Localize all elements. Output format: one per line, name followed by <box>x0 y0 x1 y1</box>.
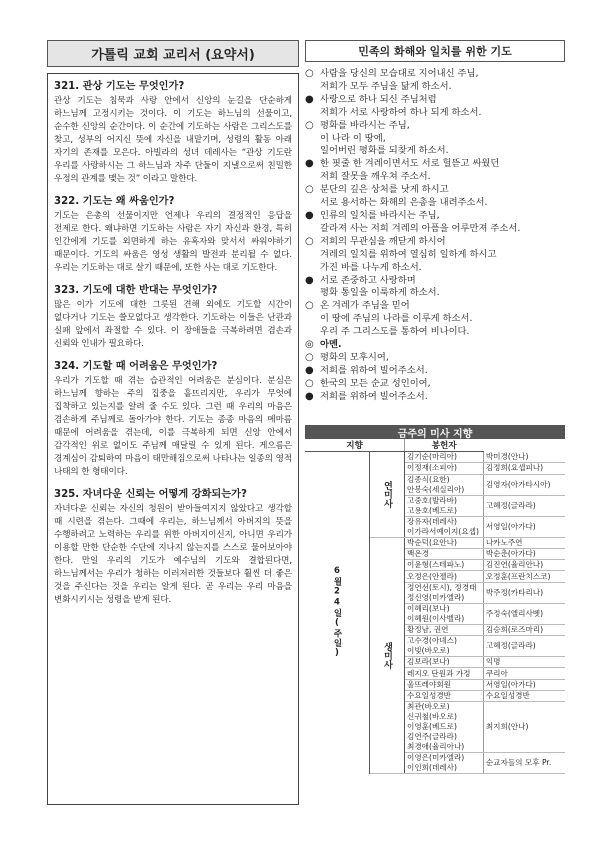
intention-cell: 김보라(보나) <box>405 657 484 668</box>
prayer-title: 민족의 화해와 일치를 위한 기도 <box>305 40 565 62</box>
mass-intentions-title: 금주의 미사 지향 <box>305 425 565 439</box>
prayer-line-text: 가진 바를 나누게 하소서. <box>320 261 422 273</box>
indent-spacer <box>305 249 320 262</box>
prayer-line <box>305 262 565 275</box>
offerer-cell: 쿠리아 <box>483 668 565 679</box>
prayer-line <box>305 326 565 339</box>
question-title: 323. 기도에 대한 반대는 무엇인가? <box>54 285 218 296</box>
catechism-section <box>54 488 292 607</box>
prayer-line <box>305 236 565 249</box>
prayer-line <box>305 107 565 120</box>
prayer-line <box>305 184 565 197</box>
offerer-cell: 서영일(아가다) <box>483 679 565 690</box>
open-circle-icon: ○ <box>305 68 314 79</box>
prayer-line <box>305 300 565 313</box>
offerer-cell: 순교자들의 모후 Pr. <box>483 753 565 774</box>
header-offerer: 봉헌자 <box>405 439 484 452</box>
mass-group-label: 생미사 <box>370 537 405 774</box>
prayer-line-text: 한국의 모든 순교 성인이여, <box>320 377 431 389</box>
prayer-line-text: 겨레의 일치를 위하여 열심히 일하게 하시고 <box>320 248 497 260</box>
catechism-section <box>54 284 292 351</box>
prayer-line-text: 사람을 당신의 모습대로 지어내신 주님, <box>320 68 479 79</box>
intention-cell: 김종식(요한) 안봉숙(세실리아) <box>405 474 484 495</box>
prayer-line-text: 한 핏줄 한 겨레이면서도 서로 헐뜯고 싸웠던 <box>320 158 500 170</box>
indent-spacer <box>305 313 320 326</box>
intention-cell: 황정남, 권연 <box>405 624 484 635</box>
prayer-line-text: 사랑으로 하나 되신 주님처럼 <box>320 93 437 105</box>
prayer-line <box>305 68 565 81</box>
intention-cell: 수요일성경반 <box>405 690 484 701</box>
offerer-cell: 익명 <box>483 657 565 668</box>
prayer-line-text: 평화를 바라시는 주님, <box>320 119 410 131</box>
header-intention: 지향 <box>305 439 405 452</box>
catechism-section <box>54 80 292 186</box>
indent-spacer <box>305 81 320 94</box>
offerer-cell: 박주정(카타리나) <box>483 582 565 603</box>
offerer-cell: 김승희(로즈마리) <box>483 624 565 635</box>
question-title: 324. 기도할 때 어려움은 무엇인가? <box>54 361 218 372</box>
prayer-line-text: 이 땅에 주님의 나라를 이루게 하소서. <box>320 313 473 325</box>
offerer-cell: 김정희(요셉피나) <box>483 463 565 474</box>
open-circle-icon: ○ <box>305 377 314 389</box>
offerer-cell: 나카노주연 <box>483 537 565 548</box>
prayer-line-text: 저희가 서로 사랑하여 하나 되게 하소서. <box>320 106 482 118</box>
intention-cell: 김기순(마리아) <box>405 452 484 463</box>
prayer-line <box>305 249 565 262</box>
prayer-line <box>305 210 565 223</box>
mass-date: 6월24일(주일) <box>305 452 370 774</box>
intention-cell: 울뜨레야회원 <box>405 679 484 690</box>
offerer-cell: 오정훈(프란치스코) <box>483 571 565 582</box>
prayer-line-text: 저희 잘못을 깨우쳐 주소서. <box>320 171 431 183</box>
prayer-line-text: 이 나라 이 땅에, <box>320 132 386 144</box>
prayer-line <box>305 120 565 133</box>
indent-spacer <box>305 287 320 300</box>
intention-cell: 고수경(아녜스) 이빛(바오로) <box>405 636 484 657</box>
prayer-line <box>305 391 565 404</box>
indent-spacer <box>305 107 320 120</box>
mass-intentions-table <box>305 439 565 774</box>
intention-cell: 이영은(미카엘라) 이인희(데레사) <box>405 753 484 774</box>
catechism-title: 가톨릭 교회 교리서 (요약서) <box>47 40 299 67</box>
offerer-cell: 수요일성경반 <box>483 690 565 701</box>
indent-spacer <box>305 326 320 339</box>
offerer-cell: 박순춘(아가다) <box>483 548 565 559</box>
intention-cell: 장유자(데레사) 이가라서예이지(요셉) <box>405 516 484 537</box>
prayer-line <box>305 275 565 288</box>
prayer-line <box>305 339 565 352</box>
prayer-line <box>305 81 565 94</box>
prayer-line-text: 저희가 모두 주님을 닮게 하소서. <box>320 80 452 92</box>
offerer-cell: 김영자(아가타시아) <box>483 474 565 495</box>
filled-circle-icon: ● <box>305 158 314 170</box>
indent-spacer <box>305 133 320 146</box>
offerer-cell: 고혜정(글라라) <box>483 495 565 516</box>
open-circle-icon: ○ <box>305 235 314 247</box>
open-circle-icon: ○ <box>305 119 314 131</box>
prayer-line <box>305 313 565 326</box>
indent-spacer <box>305 223 320 236</box>
question-body: 기도는 은총의 선물이지만 언제나 우리의 결정적인 응답을 전제로 한다. 왜냐하면 기도하는 사람은 자기 자신과 환경, 특히 인간에게 기도를 외면하게 하는 유혹자와 맞서서 싸워야하기 때문이다. 기도의 싸움은 영성 생활의 발전과 분리될 수 없다. 우리는 기도하는 대로 살기 때문에, 또한 사는 대로 기도한다. <box>54 211 292 273</box>
question-title: 322. 기도는 왜 싸움인가? <box>54 196 175 207</box>
prayer-line <box>305 378 565 391</box>
prayer-line-text: 아멘. <box>320 339 342 351</box>
prayer-line <box>305 223 565 236</box>
prayer-line-text: 일어버린 평화를 되찾게 하소서. <box>320 145 449 157</box>
catechism-column <box>47 40 299 805</box>
prayer-line <box>305 171 565 184</box>
mass-group-label: 연미사 <box>370 452 405 538</box>
question-body: 우리가 기도할 때 겪는 습관적인 어려움은 분심이다. 분심은 하느님께 향하는 주의 집중을 흩뜨리지만, 우리가 무엇에 집착하고 있는지를 알려 줄 수도 있다. 그런 때 우리의 마음은 겸손하게 주님께로 돌아가야 한다. 기도는 종종 마음의 메마름 때문에 어려움을 겪는데, 이를 극복하게 되면 신앙 안에서 감각적인 위로 없이도 주님께 매달릴 수 있게 된다. 게으름은 경계심이 감퇴하여 마음이 태만해짐으로써 나타나는 일종의 영적 나태의 한 형태이다. <box>54 376 292 477</box>
prayer-line <box>305 287 565 300</box>
prayer-line-text: 평화의 모후시여, <box>320 351 389 363</box>
offerer-cell: 고혜정(글라라) <box>483 636 565 657</box>
catechism-section <box>54 360 292 479</box>
question-title: 321. 관상 기도는 무엇인가? <box>54 81 185 92</box>
prayer-line <box>305 94 565 107</box>
filled-circle-icon: ● <box>305 364 314 376</box>
catechism-box <box>47 73 299 805</box>
open-circle-icon: ○ <box>305 351 314 363</box>
prayer-line <box>305 158 565 171</box>
prayer-line-text: 우리 주 그리스도를 통하여 비나이다. <box>320 326 470 338</box>
prayer-line-text: 서로 용서하는 화해의 은총을 내려주소서. <box>320 197 488 209</box>
question-body: 많은 이가 기도에 대한 그릇된 견해 외에도 기도할 시간이 없다거나 기도는 쓸모없다고 생각한다. 기도하는 이들은 난관과 실패 앞에서 좌절할 수 있다. 이 장애들을 극복하려면 겸손과 신뢰와 인내가 필요하다. <box>54 300 292 349</box>
question-body: 관상 기도는 침묵과 사랑 안에서 신앙의 눈길을 단순하게 하느님께 고정시키는 것이다. 이 기도는 하느님의 선물이고, 순수한 신앙의 순간이다. 이 순간에 기도하는 사람은 그리스도를 찾고, 성부의 어지신 뜻에 자신을 내맡기며, 성령의 활동 아래 자기의 존재를 모은다. 아빌라의 성녀 데레사는 “관상 기도란 우리를 사랑하시는 그 하느님과 자주 단둘이 지낼으로써 친밀한 우정의 관계를 맺는 것” 이라고 말한다. <box>54 96 292 184</box>
prayer-line-text: 분단의 깊은 상처를 낫게 하시고 <box>320 184 449 196</box>
open-circle-icon: ○ <box>305 300 314 312</box>
intention-cell: 최관(바오로) 신귀철(바오로) 이영훈(베드로) 김연주(글라라) 최경애(율리아나) <box>405 702 484 753</box>
filled-circle-icon: ● <box>305 209 314 221</box>
offerer-cell: 박미경(안나) <box>483 452 565 463</box>
catechism-section <box>54 195 292 275</box>
double-circle-icon: ◎ <box>305 339 314 351</box>
open-circle-icon: ○ <box>305 184 314 196</box>
indent-spacer <box>305 262 320 275</box>
offerer-cell: 김진연(율리안나) <box>483 560 565 571</box>
intention-cell: 레지오 단원과 가정 <box>405 668 484 679</box>
prayer-line <box>305 352 565 365</box>
intention-cell: 오정은(안젤라) <box>405 571 484 582</box>
intention-cell: 이혜리(보나) 이혜원(이사벨라) <box>405 603 484 624</box>
table-row <box>305 452 565 463</box>
prayer-line-text: 온 겨레가 주님을 믿어 <box>320 300 410 312</box>
offerer-cell: 서영일(아가다) <box>483 516 565 537</box>
prayer-line-text: 서로 존중하고 사랑하며 <box>320 274 416 286</box>
prayer-line <box>305 365 565 378</box>
indent-spacer <box>305 145 320 158</box>
prayer-line <box>305 145 565 158</box>
offerer-cell: 주정숙(엘리사벳) <box>483 603 565 624</box>
intention-cell: 정연선(토시), 정경태 정신영(미카엘라) <box>405 582 484 603</box>
prayer-line <box>305 133 565 146</box>
intention-cell: 박순덕(요안나) <box>405 537 484 548</box>
prayer-column <box>305 40 565 404</box>
intention-cell: 백온경 <box>405 548 484 559</box>
prayer-line <box>305 197 565 210</box>
indent-spacer <box>305 197 320 210</box>
prayer-list <box>305 68 565 404</box>
indent-spacer <box>305 171 320 184</box>
intention-cell: 고중호(발라바) 고용호(베드로) <box>405 495 484 516</box>
prayer-line-text: 저희의 무관심을 깨닫게 하시어 <box>320 235 446 247</box>
prayer-line-text: 저희를 위하여 빌어주소서. <box>320 364 428 376</box>
filled-circle-icon: ● <box>305 274 314 286</box>
offerer-cell: 최지희(안나) <box>483 702 565 753</box>
intention-cell: 이정재(소피아) <box>405 463 484 474</box>
filled-circle-icon: ● <box>305 390 314 402</box>
prayer-line-text: 저희를 위하여 빌어주소서. <box>320 390 428 402</box>
filled-circle-icon: ● <box>305 93 314 105</box>
table-header-row <box>305 439 565 452</box>
prayer-line-text: 인류의 일치를 바라시는 주님, <box>320 209 440 221</box>
question-body: 자녀다운 신뢰는 자신의 청원이 받아들여지지 않았다고 생각할 때 시련을 겪는다. 그때에 우리는, 하느님께서 아버지의 뜻을 수행하려고 노력하는 우리를 위한 아버지이신지, 아니면 우리가 이용할 만한 단순한 수단에 지나지 않는지를 스스로 물어보아야 한다. 만일 우리의 기도가 예수님의 기도와 결합된다면, 하느님께서는 우리가 청하는 이러저러한 것들보다 훨씬 더 좋은 것을 주신다는 것을 우리는 알게 된다. 곧 우리는 우리 마음을 변화시키시는 성령을 받게 된다. <box>54 504 292 605</box>
question-title: 325. 자녀다운 신뢰는 어떻게 강화되는가? <box>54 489 247 500</box>
intention-cell: 이윤형(스테파노) <box>405 560 484 571</box>
prayer-line-text: 갈라져 사는 저희 겨레의 아픔을 어루만져 주소서. <box>320 222 521 234</box>
prayer-line-text: 평화 통일을 이룩하게 하소서. <box>320 287 440 299</box>
